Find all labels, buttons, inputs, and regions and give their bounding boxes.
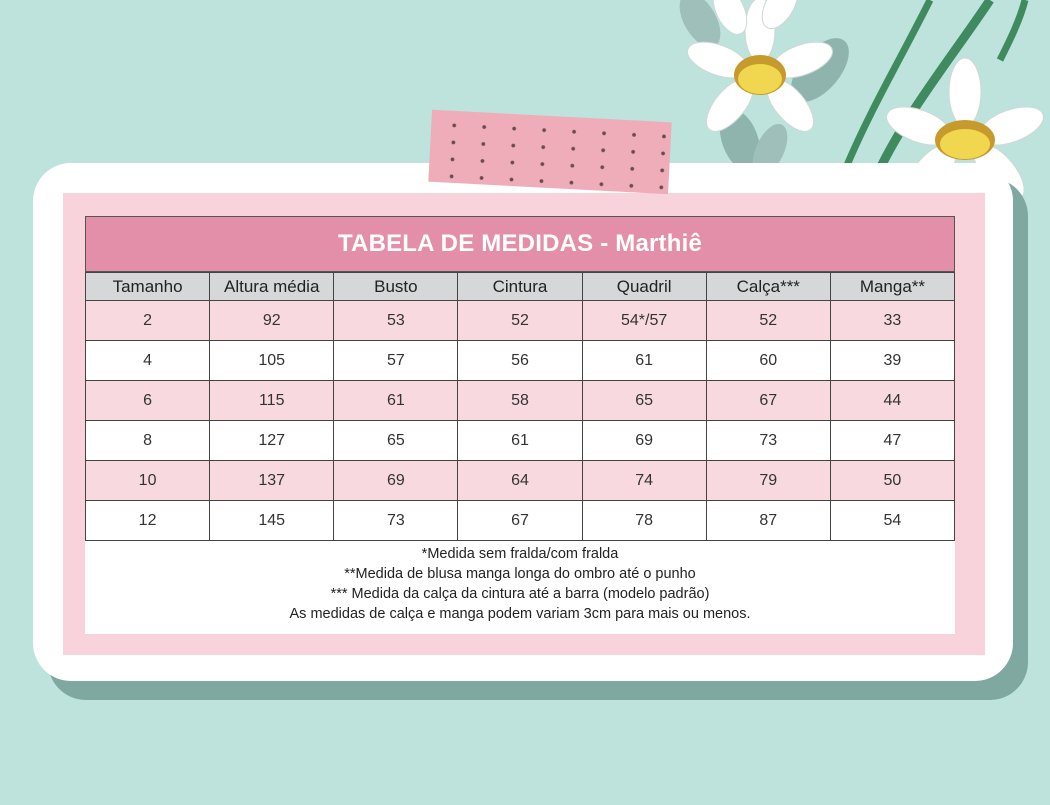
table-cell: 87: [706, 501, 830, 541]
table-cell: 54*/57: [582, 301, 706, 341]
table-cell: 61: [334, 381, 458, 421]
table-cell: 4: [86, 341, 210, 381]
table-cell: 39: [830, 341, 954, 381]
footnote: As medidas de calça e manga podem variam 3cm para mais ou menos.: [289, 606, 751, 622]
washi-tape-decoration: [428, 110, 671, 194]
table-cell: 137: [210, 461, 334, 501]
table-cell: 79: [706, 461, 830, 501]
table-cell: 69: [334, 461, 458, 501]
table-row: [86, 501, 955, 541]
table-cell: 74: [582, 461, 706, 501]
table-cell: 53: [334, 301, 458, 341]
table-row: [86, 341, 955, 381]
table-cell: 8: [86, 421, 210, 461]
table-cell: 65: [334, 421, 458, 461]
column-header: Manga**: [830, 273, 954, 301]
footnote: *Medida sem fralda/com fralda: [421, 546, 619, 562]
table-cell: 61: [582, 341, 706, 381]
chart-title: TABELA DE MEDIDAS - Marthiê: [85, 216, 955, 272]
table-cell: 57: [334, 341, 458, 381]
table-row: [86, 461, 955, 501]
table-cell: 73: [706, 421, 830, 461]
table-cell: 52: [458, 301, 582, 341]
size-chart: [85, 216, 955, 634]
column-header: Calça***: [706, 273, 830, 301]
table-cell: 73: [334, 501, 458, 541]
table-cell: 44: [830, 381, 954, 421]
column-header: Tamanho: [86, 273, 210, 301]
table-cell: 56: [458, 341, 582, 381]
table-cell: 52: [706, 301, 830, 341]
footnote: *** Medida da calça da cintura até a barra (modelo padrão): [330, 586, 710, 602]
column-header: Altura média: [210, 273, 334, 301]
table-cell: 50: [830, 461, 954, 501]
table-cell: 67: [706, 381, 830, 421]
table-cell: 65: [582, 381, 706, 421]
table-cell: 60: [706, 341, 830, 381]
table-cell: 78: [582, 501, 706, 541]
table-cell: 6: [86, 381, 210, 421]
table-cell: 58: [458, 381, 582, 421]
table-cell: 10: [86, 461, 210, 501]
measurements-table: [85, 272, 955, 541]
table-cell: 54: [830, 501, 954, 541]
column-header: Quadril: [582, 273, 706, 301]
column-header: Cintura: [458, 273, 582, 301]
table-cell: 33: [830, 301, 954, 341]
table-cell: 61: [458, 421, 582, 461]
column-header: Busto: [334, 273, 458, 301]
table-cell: 92: [210, 301, 334, 341]
table-cell: 47: [830, 421, 954, 461]
table-cell: 12: [86, 501, 210, 541]
table-cell: 69: [582, 421, 706, 461]
footnotes: [85, 541, 955, 624]
table-cell: 64: [458, 461, 582, 501]
table-row: [86, 421, 955, 461]
table-row: [86, 301, 955, 341]
table-cell: 67: [458, 501, 582, 541]
table-cell: 115: [210, 381, 334, 421]
table-cell: 127: [210, 421, 334, 461]
table-row: [86, 381, 955, 421]
table-cell: 105: [210, 341, 334, 381]
footnote: **Medida de blusa manga longa do ombro até o punho: [344, 566, 696, 582]
table-cell: 2: [86, 301, 210, 341]
header-row: [86, 273, 955, 301]
table-cell: 145: [210, 501, 334, 541]
